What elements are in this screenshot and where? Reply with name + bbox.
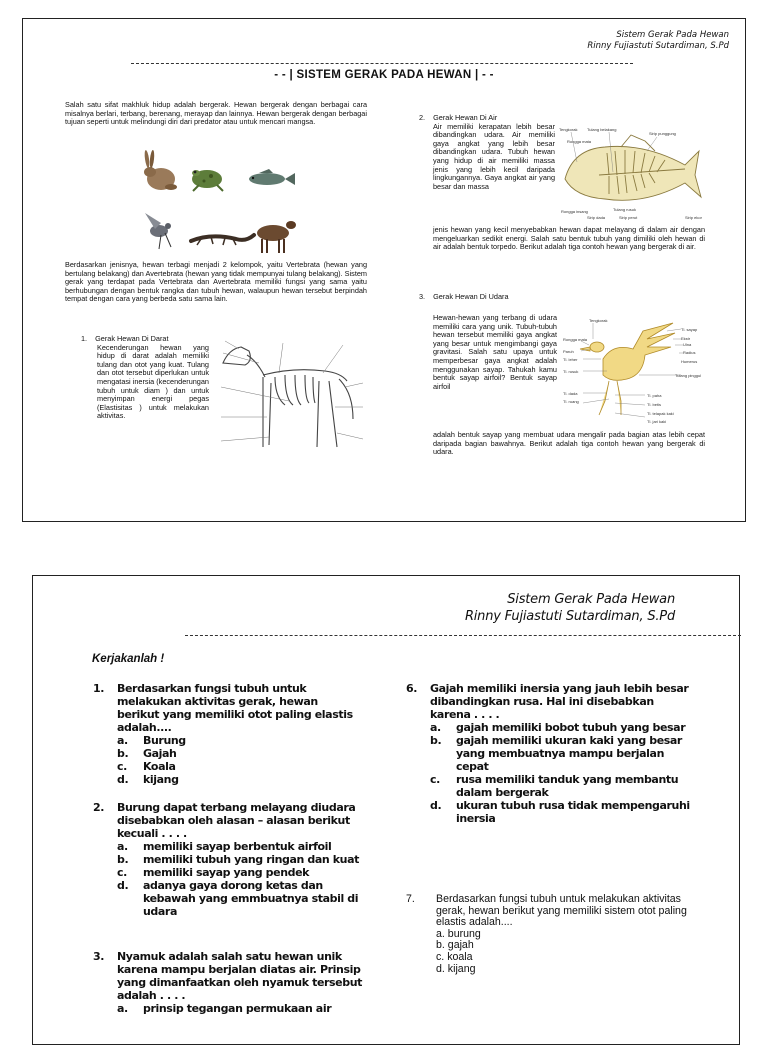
- option-c: c. memiliki sayap yang pendek: [117, 866, 310, 879]
- question-text: Nyamuk adalah salah satu hewan unik karena mampu berjalan diatas air. Prinsip yang dimanfaatkan oleh nyamuk tersebut adalah . . . .: [117, 950, 363, 1002]
- bird-image: [145, 213, 171, 249]
- bird-label-ruang: Tl. ruang: [563, 399, 579, 404]
- fish-label-rongga-mata: Rongga mata: [567, 139, 592, 144]
- salamander-image: [191, 235, 254, 245]
- bird-label-leher: Tl. leher: [563, 357, 578, 362]
- bird-skeleton-diagram: [563, 319, 701, 429]
- section-udara-body-1: Hewan-hewan yang terbang di udara memiliki cara yang unik. Tubuh-tubuh hewan tersebut memiliki gaya angkat yang besar untuk mengimbangi gaya gravitasi. Salah satu upaya untuk memperbesar gaya angkat adalah menggunakan sayap. Tahukah kamu bentuk sayap airfoil? Bentuk sayap airfoil: [433, 313, 557, 391]
- fish-label-rongga-insang: Rongga insang: [561, 209, 588, 214]
- bird-label-tengkorak: Tengkorak: [589, 319, 608, 323]
- bird-label-rusuk: Tl. rusuk: [563, 369, 579, 374]
- fish-label-sirip-dada: Sirip dada: [587, 215, 606, 220]
- question-number: 2.: [93, 801, 105, 814]
- vertebrata-paragraph: Berdasarkan jenisnya, hewan terbagi menjadi 2 kelompok, yaitu Vertebrata (hewan yang bertulang belakang) dan Avertebrata (hewan yang tidak mempunyai tulang belakang). Sistem gerak yang terdapat pada Vertebrata dan Avertebrata memiliki fungsi yang sama yaitu berhubungan dengan bentuk rangka dan tubuh hewan, walaupun hewan tersebut berpindah tempat dengan cara yang berbeda satu sama lain.: [65, 260, 367, 304]
- question-number: 6.: [406, 682, 418, 695]
- option-c: c. Koala: [117, 760, 176, 773]
- bird-label-dada: Tl. dada: [563, 391, 578, 396]
- question-2: [93, 801, 363, 918]
- question-1: [93, 682, 363, 786]
- bird-label-radius: Radius: [683, 350, 696, 355]
- option-d: d. kijang: [117, 773, 179, 786]
- exercise-heading: Kerjakanlah !: [92, 653, 165, 665]
- option-a: a. prinsip tegangan permukaan air: [117, 1002, 332, 1015]
- document-page-2: [32, 575, 740, 1045]
- question-text: Burung dapat terbang melayang diudara disebabkan oleh alasan – alasan berikut kecuali . . . .: [117, 801, 356, 840]
- section-air-number: 2.: [419, 113, 426, 122]
- bird-label-jari: Tl. jari kaki: [647, 419, 667, 424]
- page-header: [465, 591, 675, 625]
- option-d: d. adanya gaya dorong ketas dan kebawah yang emmbuatnya stabil di udara: [117, 879, 359, 918]
- section-air-body-1: Air memiliki kerapatan lebih besar dibandingkan udara. Air memiliki gaya angkat yang lebih besar dibandingkan udara. Tubuh hewan yang hidup di air memiliki massa jenis yang lebih kecil daripada lingkungannya. Gaya angkat air yang besar dan massa: [433, 121, 555, 191]
- question-number: 7.: [406, 893, 415, 905]
- section-air: [419, 114, 555, 191]
- section-udara-body-2: adalah bentuk sayap yang membuat udara mengalir pada bagian atas lebih cepat daripada bagian bawahnya. Berikut adalah tiga contoh hewan yang bergerak di udara.: [433, 430, 705, 457]
- header-divider: [185, 635, 741, 636]
- fish-image: [249, 169, 295, 185]
- bird-label-betis: Tl. betis: [647, 402, 662, 407]
- section-udara-heading: [419, 293, 559, 302]
- option-b: b. memiliki tubuh yang ringan dan kuat: [117, 853, 359, 866]
- bird-label-ulna: Ulna: [683, 342, 692, 347]
- section-air-body-2: jenis hewan yang kecil menyebabkan hewan dapat melayang di dalam air dengan mengeluarkan sedikit energi. Salah satu bentuk tubuh yang dimiliki oleh hewan di air adalah bentuk torpedo. Berikut adalah tiga contoh hewan yang bergerak di air.: [433, 225, 705, 252]
- section-darat: [81, 335, 209, 421]
- option-b: b. gajah: [436, 939, 474, 952]
- section-udara-title: Gerak Hewan Di Udara: [433, 292, 509, 301]
- fish-label-tulang-rusuk: Tulang rusuk: [613, 207, 636, 212]
- option-b: b. gajah memiliki ukuran kaki yang besar yang membuatnya mampu berjalan cepat: [430, 734, 682, 773]
- question-6: [406, 682, 696, 825]
- fish-label-tengkorak: Tengkorak: [559, 127, 578, 132]
- fish-label-tulang-belakang: Tulang belakang: [587, 127, 617, 132]
- question-7: [406, 894, 696, 975]
- option-a: a. memiliki sayap berbentuk airfoil: [117, 840, 332, 853]
- fish-skeleton-diagram: [559, 123, 707, 221]
- header-author: Rinny Fujiastuti Sutardiman, S.Pd: [587, 41, 729, 51]
- bird-label-telapak: Tl. telapak kaki: [647, 411, 674, 416]
- fish-label-sirip-punggung: Sirip punggung: [649, 131, 676, 136]
- horse-skeleton-diagram: [219, 337, 365, 459]
- section-darat-body: Kecenderungan hewan yang hidup di darat adalah memiliki tulang dan otot yang kuat. Tulang dan otot tersebut diperlukan untuk mengatasi inersia (kecenderungan tubuh untuk diam ) dan untuk menyimpan energi pegas (Elastisitas ) untuk melakukan aktivitas.: [97, 342, 209, 421]
- page-title: - - | SISTEM GERAK PADA HEWAN | - -: [274, 69, 494, 81]
- header-author: Rinny Fujiastuti Sutardiman, S.Pd: [464, 609, 675, 624]
- bird-label-rongga-mata: Rongga mata: [563, 337, 588, 342]
- option-b: b. Gajah: [117, 747, 177, 760]
- section-darat-number: 1.: [81, 334, 88, 343]
- bird-label-ekstr: Ekstr: [681, 336, 691, 341]
- option-a: a. Burung: [117, 734, 186, 747]
- section-air-title: Gerak Hewan Di Air: [433, 113, 498, 122]
- document-page-1: [22, 18, 746, 522]
- option-c: c. koala: [436, 950, 473, 963]
- option-a: a. burung: [436, 927, 481, 940]
- question-number: 3.: [93, 950, 105, 963]
- bird-label-pinggul: Tulang pinggul: [675, 373, 701, 378]
- fish-label-sirip-perut: Sirip perut: [619, 215, 638, 220]
- question-3: [93, 950, 363, 1015]
- animals-illustration: [141, 149, 301, 255]
- section-darat-title: Gerak Hewan Di Darat: [95, 334, 169, 343]
- frog-image: [192, 170, 223, 191]
- option-c: c. rusa memiliki tanduk yang membantu dalam bergerak: [430, 773, 679, 799]
- bird-label-humerus: Humerus: [681, 359, 698, 364]
- option-d: d. ukuran tubuh rusa tidak mempengaruhi inersia: [430, 799, 690, 825]
- question-text: Gajah memiliki inersia yang jauh lebih besar dibandingkan rusa. Hal ini disebabkan karena . . . .: [430, 682, 689, 721]
- page-header: [587, 30, 729, 52]
- bird-label-paruh: Paruh: [563, 349, 574, 354]
- bird-label-sayap: Tl. sayap: [681, 327, 698, 332]
- fish-label-sirip-ekor: Sirip ekor: [685, 215, 702, 220]
- question-text: Berdasarkan fungsi tubuh untuk melakukan aktivitas gerak, hewan berikut yang memiliki sistem otot paling elastis adalah....: [436, 893, 687, 929]
- header-divider: [131, 63, 633, 64]
- question-number: 1.: [93, 682, 105, 695]
- question-text: Berdasarkan fungsi tubuh untuk melakukan aktivitas gerak, hewan berikut yang memiliki otot paling elastis adalah....: [117, 682, 353, 734]
- intro-paragraph: Salah satu sifat makhluk hidup adalah bergerak. Hewan bergerak dengan berbagai cara misalnya berlari, terbang, berenang, merayap dan lainnya. Hewan bergerak dengan berbagai tujuan seperti untuk melindungi diri dari predator atau untuk mencari mangsa.: [65, 100, 367, 127]
- goat-image: [257, 221, 296, 253]
- header-subject: Sistem Gerak Pada Hewan: [507, 592, 675, 607]
- bird-label-paha: Tl. paha: [647, 393, 662, 398]
- rabbit-image: [144, 150, 177, 190]
- option-d: d. kijang: [436, 962, 476, 975]
- section-udara-number: 3.: [419, 292, 426, 301]
- header-subject: Sistem Gerak Pada Hewan: [616, 30, 729, 40]
- option-a: a. gajah memiliki bobot tubuh yang besar: [430, 721, 686, 734]
